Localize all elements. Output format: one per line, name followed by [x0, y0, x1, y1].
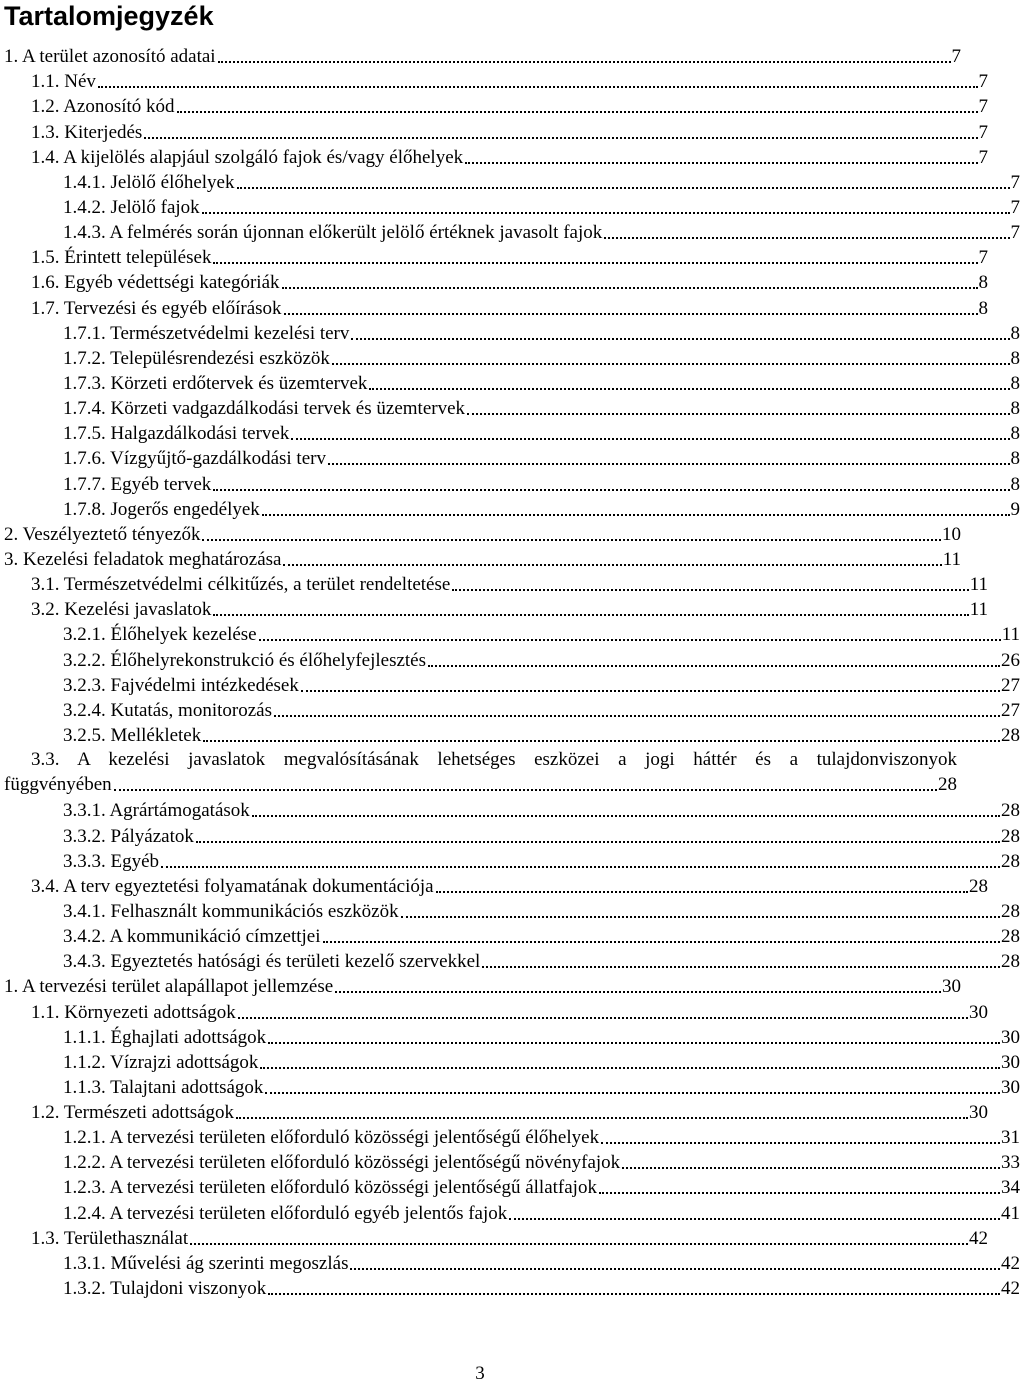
toc-entry-text: Kutatás, monitorozás: [110, 699, 272, 721]
toc-entry-page: 7: [1010, 196, 1020, 218]
toc-entry-number: 1.2.2.: [63, 1152, 106, 1174]
toc-entry-text: Név: [64, 71, 96, 93]
toc-entry[interactable]: [0, 1099, 988, 1124]
toc-entry-number: 1.2.: [31, 96, 60, 118]
toc-entry-text: Egyéb tervek: [110, 473, 212, 495]
toc-entry-text: A tervezési területen előforduló közösségi jelentőségű állatfajok: [109, 1177, 597, 1199]
toc-entry-number: 1.4.2.: [63, 196, 106, 218]
toc-leader-dots: [268, 1042, 1000, 1044]
toc-entry-number: 1.7.2.: [63, 347, 106, 369]
toc-entry-number: 1.7.3.: [63, 372, 106, 394]
toc-leader-dots: [282, 287, 978, 289]
toc-entry-number: 3.2.4.: [63, 699, 106, 721]
toc-entry-page: 34: [1001, 1177, 1020, 1199]
toc-entry-page: 28: [938, 774, 957, 796]
toc-leader-dots: [599, 1192, 1000, 1194]
toc-leader-dots: [98, 86, 978, 88]
toc-entry-number: 1.7.: [31, 297, 60, 319]
toc-leader-dots: [238, 1017, 968, 1019]
toc-leader-dots: [465, 162, 977, 164]
toc-entry[interactable]: [0, 923, 1020, 948]
toc-entry-number: 1.7.8.: [63, 498, 106, 520]
toc-entry[interactable]: [0, 1174, 1020, 1199]
toc-leader-dots: [196, 841, 1000, 843]
toc-entry-number: 1.3.1.: [63, 1252, 106, 1274]
toc-entry[interactable]: [0, 420, 1020, 445]
toc-entry-number: 1.1.1.: [63, 1026, 106, 1048]
toc-leader-dots: [161, 866, 1000, 868]
toc-leader-dots: [509, 1218, 1000, 1220]
toc-entry-page: 7: [951, 46, 961, 68]
toc-entry[interactable]: [0, 1074, 1020, 1099]
toc-entry-number: 1.2.: [31, 1102, 60, 1124]
toc-leader-dots: [351, 338, 1009, 340]
toc-entry[interactable]: [0, 873, 988, 898]
toc-entry-page: 41: [1001, 1202, 1020, 1224]
toc-leader-dots: [203, 740, 1000, 742]
toc-entry[interactable]: [0, 672, 1020, 697]
toc-entry-page: 42: [969, 1227, 988, 1249]
toc-entry[interactable]: [0, 1199, 1020, 1224]
toc-entry-page: 8: [1010, 398, 1020, 420]
toc-entry[interactable]: [0, 370, 1020, 395]
toc-entry-text: Természetvédelmi kezelési terv: [110, 322, 350, 344]
toc-entry[interactable]: [0, 973, 961, 998]
toc-entry[interactable]: [0, 1225, 988, 1250]
toc-entry-text: Éghajlati adottságok: [110, 1026, 267, 1048]
toc-entry-number: 1.4.3.: [63, 222, 106, 244]
toc-leader-dots: [601, 1142, 1000, 1144]
toc-entry-number: 1.3.: [31, 1227, 60, 1249]
toc-entry-page: 8: [978, 297, 988, 319]
toc-entry-number: 1.7.5.: [63, 423, 106, 445]
toc-entry-text: A tervezési területen előforduló közösségi jelentőségű növényfajok: [109, 1152, 621, 1174]
toc-leader-dots: [213, 262, 977, 264]
toc-entry-text: A kezelési javaslatok megvalósításának lehetséges eszközei a jogi háttér és a tulajdonviszonyok: [77, 748, 957, 770]
toc-entry-page: 26: [1001, 649, 1020, 671]
toc-entry-number: 1.2.3.: [63, 1177, 106, 1199]
toc-entry-number: 3.3.1.: [63, 800, 106, 822]
toc-entry-text-continued: függvényében: [4, 774, 112, 796]
toc-entry-page: 28: [1001, 724, 1020, 746]
toc-leader-dots: [622, 1167, 1000, 1169]
toc-entry-text: Élőhelyek kezelése: [110, 624, 257, 646]
toc-entry-number: 1.7.7.: [63, 473, 106, 495]
toc-entry-page: 30: [942, 976, 961, 998]
toc-entry-text: Vízrajzi adottságok: [110, 1051, 259, 1073]
toc-entry[interactable]: [0, 194, 1020, 219]
toc-entry-page: 9: [1010, 498, 1020, 520]
toc-entry-page: 30: [1001, 1076, 1020, 1098]
toc-entry-number: 3.3.2.: [63, 825, 106, 847]
toc-entry-page: 30: [1001, 1026, 1020, 1048]
toc-leader-dots: [236, 1117, 968, 1119]
toc-entry-number: 3.3.: [31, 748, 60, 770]
toc-leader-dots: [237, 187, 1010, 189]
toc-entry-page: 7: [978, 121, 988, 143]
toc-leader-dots: [335, 991, 941, 993]
toc-entry[interactable]: [0, 219, 1020, 244]
toc-entry[interactable]: [0, 43, 961, 68]
toc-entry-text: Egyéb védettségi kategóriák: [64, 272, 280, 294]
toc-entry[interactable]: [0, 621, 1020, 646]
toc-entry-page: 28: [1001, 800, 1020, 822]
toc-entry-page: 33: [1001, 1152, 1020, 1174]
toc-entry[interactable]: [0, 596, 988, 621]
toc-entry-number: 3.1.: [31, 574, 60, 596]
toc-entry-page: 11: [1001, 624, 1020, 646]
toc-entry-number: 3.2.5.: [63, 724, 106, 746]
toc-entry-text: Talajtani adottságok: [110, 1076, 264, 1098]
toc-leader-dots: [291, 438, 1009, 440]
toc-entry-text: Tulajdoni viszonyok: [110, 1278, 267, 1300]
toc-entry-wrapped[interactable]: [0, 747, 957, 797]
toc-entry-page: 7: [978, 146, 988, 168]
toc-entry-text: Fajvédelmi intézkedések: [110, 674, 299, 696]
toc-entry-page: 8: [1010, 448, 1020, 470]
toc-entry-text: Agrártámogatások: [109, 800, 250, 822]
toc-entry[interactable]: [0, 998, 988, 1023]
toc-entry-number: 1.7.4.: [63, 398, 106, 420]
toc-entry[interactable]: [0, 269, 988, 294]
toc-entry-text: Településrendezési eszközök: [110, 347, 330, 369]
toc-entry-text: Egyéb: [110, 850, 160, 872]
toc-entry-page: 11: [942, 548, 961, 570]
toc-entry-text: Felhasznált kommunikációs eszközök: [110, 900, 399, 922]
toc-entry[interactable]: [0, 546, 961, 571]
toc-entry-page: 7: [1010, 222, 1020, 244]
toc-entry-text: A tervezési területen előforduló egyéb jelentős fajok: [109, 1202, 508, 1224]
toc-entry-page: 8: [1010, 473, 1020, 495]
toc-entry-number: 1.7.1.: [63, 322, 106, 344]
toc-entry-text: Környezeti adottságok: [64, 1001, 236, 1023]
toc-entry-text: Művelési ág szerinti megoszlás: [110, 1252, 349, 1274]
toc-entry-text: Tervezési és egyéb előírások: [63, 297, 282, 319]
toc-leader-dots: [323, 941, 1000, 943]
toc-entry-text: Kezelési feladatok meghatározása: [23, 548, 282, 570]
toc-entry[interactable]: [0, 697, 1020, 722]
toc-entry-page: 27: [1001, 674, 1020, 696]
toc-entry-text: Pályázatok: [110, 825, 194, 847]
toc-leader-dots: [604, 237, 1009, 239]
toc-entry-text: Körzeti vadgazdálkodási tervek és üzemtervek: [110, 398, 466, 420]
toc-entry-text: Területhasználat: [63, 1227, 189, 1249]
toc-entry-number: 3.4.1.: [63, 900, 106, 922]
toc-entry-page: 8: [1010, 347, 1020, 369]
toc-leader-dots: [328, 463, 1010, 465]
toc-entry-page: 10: [942, 523, 961, 545]
toc-section-a: [0, 43, 1020, 747]
toc-entry[interactable]: [0, 445, 1020, 470]
toc-entry[interactable]: [0, 244, 988, 269]
toc-leader-dots: [428, 665, 1000, 667]
toc-entry-text: Egyeztetés hatósági és területi kezelő szervekkel: [110, 951, 481, 973]
toc-entry[interactable]: [0, 646, 1020, 671]
toc-leader-dots: [301, 690, 1000, 692]
toc-entry-number: 3.2.3.: [63, 674, 106, 696]
toc-entry-page: 28: [1001, 850, 1020, 872]
toc-entry-text: A tervezési területen előforduló közösségi jelentőségű élőhelyek: [109, 1127, 600, 1149]
toc-entry[interactable]: [0, 521, 961, 546]
toc-entry-page: 42: [1001, 1278, 1020, 1300]
toc-leader-dots: [202, 539, 941, 541]
toc-entry-page: 7: [978, 96, 988, 118]
toc-entry-text: Természetvédelmi célkitűzés, a terület rendeltetése: [63, 574, 451, 596]
toc-entry-page: 7: [978, 71, 988, 93]
toc-entry[interactable]: [0, 898, 1020, 923]
toc-entry-page: 27: [1001, 699, 1020, 721]
toc-entry-page: 7: [1010, 171, 1020, 193]
toc-entry-text: A terület azonosító adatai: [21, 46, 216, 68]
toc-entry-page: 8: [1010, 322, 1020, 344]
toc-entry[interactable]: [0, 722, 1020, 747]
toc-entry-text: Kezelési javaslatok: [64, 599, 212, 621]
toc-leader-dots: [262, 514, 1010, 516]
toc-entry-number: 1.7.6.: [63, 448, 106, 470]
toc-entry-number: 1.: [4, 976, 19, 998]
toc-entry-text: Természeti adottságok: [63, 1102, 235, 1124]
toc-entry-number: 1.: [4, 46, 19, 68]
toc-leader-dots: [218, 61, 951, 63]
toc-entry-page: 8: [978, 272, 988, 294]
toc-entry-number: 3.: [4, 548, 19, 570]
toc-entry[interactable]: [0, 93, 988, 118]
toc-entry-number: 3.2.1.: [63, 624, 106, 646]
toc-entry-number: 1.2.1.: [63, 1127, 106, 1149]
toc-entry-text: A kommunikáció címzettjei: [109, 926, 321, 948]
toc-entry[interactable]: [0, 1049, 1020, 1074]
toc-entry-page: 28: [1001, 825, 1020, 847]
toc-entry[interactable]: [0, 496, 1020, 521]
toc-entry-text: A kijelölés alapjául szolgáló fajok és/vagy élőhelyek: [63, 146, 464, 168]
toc-entry-page: 31: [1001, 1127, 1020, 1149]
toc-entry-number: 2.: [4, 523, 19, 545]
toc-entry-page: 42: [1001, 1252, 1020, 1274]
toc-entry-page: 30: [1001, 1051, 1020, 1073]
toc-leader-dots: [265, 1092, 1000, 1094]
toc-entry[interactable]: [0, 1250, 1020, 1275]
toc-entry-page: 28: [969, 875, 988, 897]
toc-entry[interactable]: [0, 345, 1020, 370]
toc-entry[interactable]: [0, 320, 1020, 345]
toc-leader-dots: [252, 815, 1000, 817]
toc-entry-text: A terv egyeztetési folyamatának dokumentációja: [63, 875, 434, 897]
toc-entry-number: 3.2.2.: [63, 649, 106, 671]
toc-entry[interactable]: [0, 118, 988, 143]
toc-leader-dots: [467, 413, 1009, 415]
toc-entry[interactable]: [0, 797, 1020, 822]
toc-entry[interactable]: [0, 571, 988, 596]
toc-entry-number: 1.6.: [31, 272, 60, 294]
toc-entry-number: 1.3.2.: [63, 1278, 106, 1300]
toc-leader-dots: [177, 111, 978, 113]
toc-entry-text: Élőhelyrekonstrukció és élőhelyfejlesztés: [110, 649, 427, 671]
toc-entry[interactable]: [0, 1124, 1020, 1149]
toc-leader-dots: [283, 564, 941, 566]
toc-entry-number: 1.4.1.: [63, 171, 106, 193]
toc-entry-text: Vízgyűjtő-gazdálkodási terv: [110, 448, 326, 470]
page-number: 3: [475, 1363, 485, 1384]
toc-entry[interactable]: [0, 822, 1020, 847]
toc-leader-dots: [259, 639, 1001, 641]
toc-leader-dots: [401, 916, 1000, 918]
toc-entry-page: 11: [969, 599, 988, 621]
table-of-contents: [0, 43, 1020, 1300]
toc-entry[interactable]: [0, 1149, 1020, 1174]
toc-entry-text: Kiterjedés: [64, 121, 143, 143]
toc-leader-dots: [284, 313, 978, 315]
toc-entry-number: 3.4.: [31, 875, 60, 897]
toc-leader-dots: [114, 789, 937, 791]
toc-entry-text: Jelölő fajok: [110, 196, 200, 218]
toc-entry[interactable]: [0, 68, 988, 93]
toc-entry-text: Azonosító kód: [63, 96, 175, 118]
toc-entry-text: Halgazdálkodási tervek: [110, 423, 290, 445]
toc-entry-text: Mellékletek: [110, 724, 202, 746]
toc-entry-number: 1.1.2.: [63, 1051, 106, 1073]
toc-leader-dots: [144, 137, 977, 139]
toc-entry-number: 3.4.2.: [63, 926, 106, 948]
toc-leader-dots: [274, 715, 1000, 717]
toc-entry-number: 1.3.: [31, 121, 60, 143]
toc-entry-page: 28: [1001, 951, 1020, 973]
toc-entry-number: 1.2.4.: [63, 1202, 106, 1224]
toc-leader-dots: [213, 614, 968, 616]
toc-entry[interactable]: [0, 848, 1020, 873]
toc-entry-text: Érintett települések: [64, 247, 212, 269]
toc-leader-dots: [190, 1243, 968, 1245]
toc-entry-number: 1.5.: [31, 247, 60, 269]
toc-entry-text: Körzeti erdőtervek és üzemtervek: [110, 372, 368, 394]
toc-entry-page: 30: [969, 1001, 988, 1023]
toc-entry-text: Jogerős engedélyek: [110, 498, 260, 520]
toc-title: Tartalomjegyzék: [4, 1, 214, 31]
toc-entry-page: 30: [969, 1102, 988, 1124]
toc-leader-dots: [482, 966, 1000, 968]
toc-entry-number: 3.3.3.: [63, 850, 106, 872]
toc-leader-dots: [268, 1293, 1000, 1295]
toc-leader-dots: [452, 589, 968, 591]
toc-leader-dots: [332, 363, 1010, 365]
toc-entry-number: 3.4.3.: [63, 951, 106, 973]
toc-entry[interactable]: [0, 144, 988, 169]
toc-entry[interactable]: [0, 470, 1020, 495]
toc-entry-text: Jelölő élőhelyek: [110, 171, 235, 193]
toc-section-b: [0, 797, 1020, 1300]
toc-entry[interactable]: [0, 1024, 1020, 1049]
toc-entry-number: 3.2.: [31, 599, 60, 621]
toc-entry-text: Veszélyeztető tényezők: [22, 523, 201, 545]
toc-leader-dots: [213, 489, 1009, 491]
toc-entry-page: 28: [1001, 926, 1020, 948]
toc-entry[interactable]: [0, 948, 1020, 973]
toc-entry-text: A tervezési terület alapállapot jellemzése: [21, 976, 334, 998]
toc-entry[interactable]: [0, 395, 1020, 420]
toc-entry-number: 1.1.: [31, 1001, 60, 1023]
toc-leader-dots: [202, 212, 1010, 214]
toc-entry[interactable]: [0, 294, 988, 319]
toc-entry[interactable]: [0, 169, 1020, 194]
toc-entry-page: 28: [1001, 900, 1020, 922]
toc-entry-page: 11: [969, 574, 988, 596]
toc-leader-dots: [436, 891, 968, 893]
toc-entry-number: 1.1.3.: [63, 1076, 106, 1098]
toc-leader-dots: [369, 388, 1009, 390]
toc-entry-text: A felmérés során újonnan előkerült jelölő értéknek javasolt fajok: [109, 222, 603, 244]
toc-leader-dots: [350, 1268, 1000, 1270]
toc-leader-dots: [260, 1067, 1000, 1069]
toc-entry-number: 1.4.: [31, 146, 60, 168]
toc-entry-page: 8: [1010, 423, 1020, 445]
toc-entry[interactable]: [0, 1275, 1020, 1300]
toc-entry-page: 7: [978, 247, 988, 269]
toc-entry-page: 8: [1010, 372, 1020, 394]
toc-entry-number: 1.1.: [31, 71, 60, 93]
